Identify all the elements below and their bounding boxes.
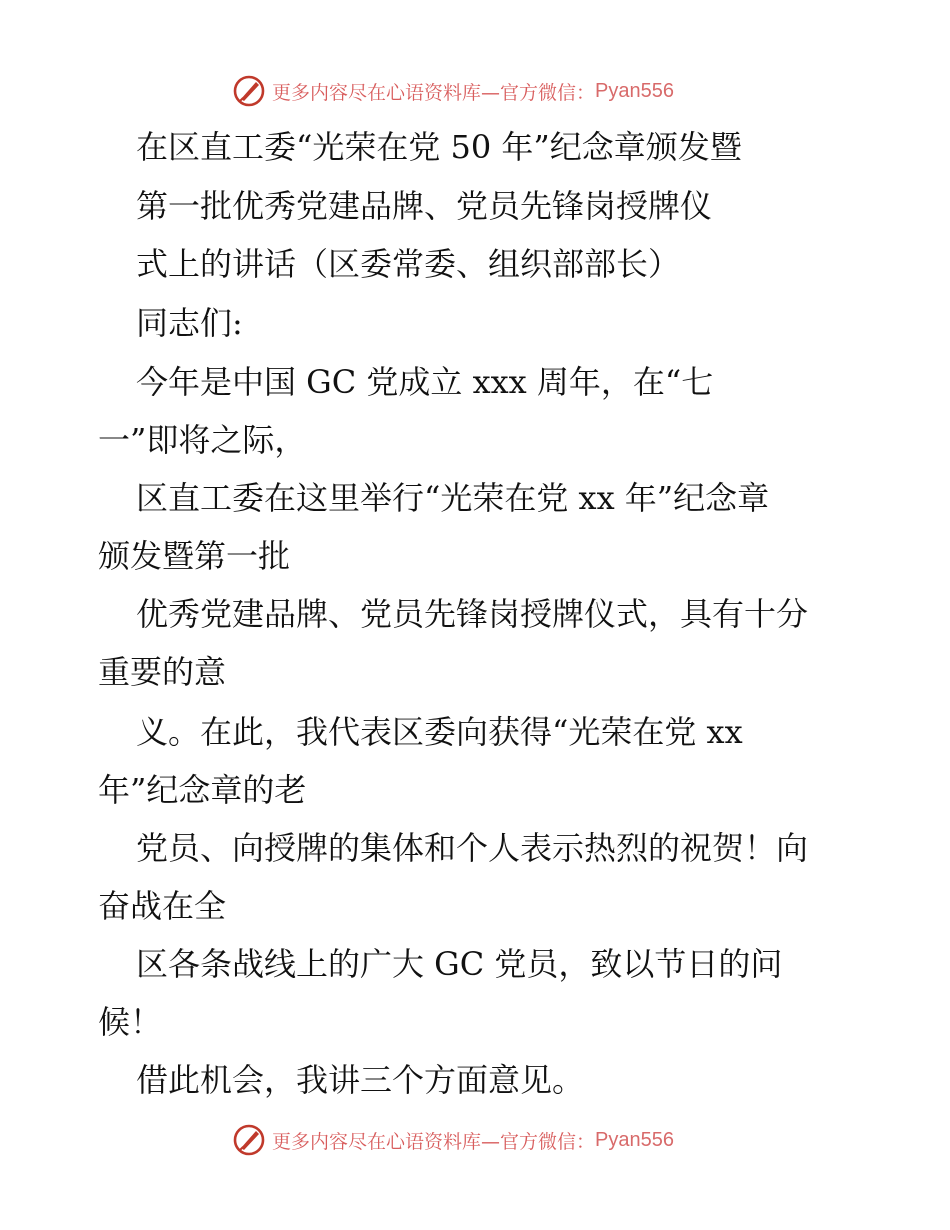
footer-watermark — [232, 1120, 712, 1160]
body-line: 区各条战线上的广大 GC 党员，致以节日的问 — [136, 945, 783, 983]
body-line: 候！ — [98, 1003, 163, 1041]
watermark-text: 更多内容尽在心语资料库—官方微信： — [272, 81, 596, 104]
body-line: 颁发暨第一批 — [98, 537, 291, 575]
watermark-wechat-id: Pyan556 — [595, 79, 674, 102]
salutation: 同志们: — [136, 304, 243, 342]
body-line: 重要的意 — [98, 653, 227, 691]
body-line: 义。在此，我代表区委向获得“光荣在党 xx — [136, 713, 743, 751]
body-line: 党员、向授牌的集体和个人表示热烈的祝贺！向 — [136, 829, 809, 867]
watermark-wechat-id: Pyan556 — [595, 1128, 674, 1151]
body-line: 年”纪念章的老 — [98, 771, 307, 809]
title-line-1: 在区直工委“光荣在党 50 年”纪念章颁发暨 — [136, 128, 742, 166]
body-line: 区直工委在这里举行“光荣在党 xx 年”纪念章 — [136, 479, 770, 517]
title-line-3: 式上的讲话（区委常委、组织部部长） — [136, 245, 681, 283]
body-line: 奋战在全 — [98, 887, 227, 925]
body-line: 一”即将之际， — [98, 421, 307, 459]
watermark-text: 更多内容尽在心语资料库—官方微信： — [272, 1130, 596, 1153]
quill-logo-icon — [232, 1123, 266, 1157]
body-line: 今年是中国 GC 党成立 xxx 周年，在“七 — [136, 363, 714, 401]
body-line: 借此机会，我讲三个方面意见。 — [136, 1061, 585, 1099]
title-line-2: 第一批优秀党建品牌、党员先锋岗授牌仪 — [136, 187, 713, 225]
body-line: 优秀党建品牌、党员先锋岗授牌仪式，具有十分 — [136, 595, 809, 633]
